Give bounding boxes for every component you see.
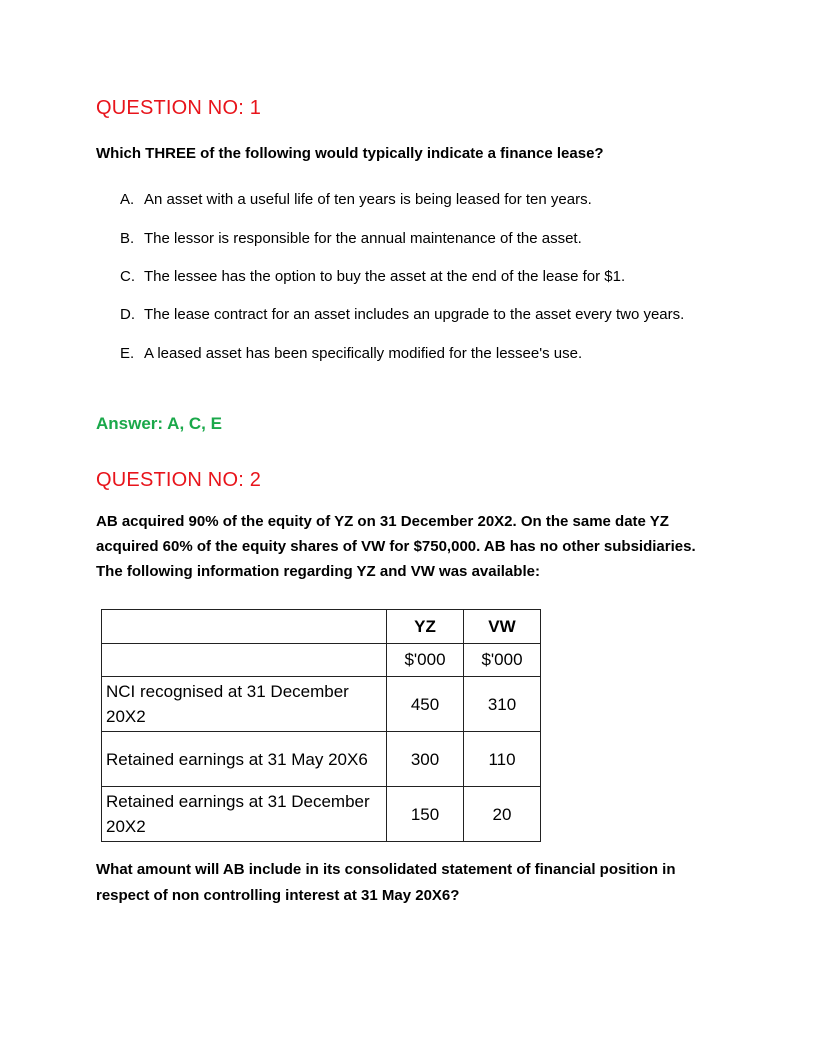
option-c xyxy=(96,265,716,288)
option-d-letter: D. xyxy=(120,306,135,323)
table-cell-vw: 110 xyxy=(464,732,541,787)
table-cell-yz: 150 xyxy=(387,787,464,842)
table-row xyxy=(102,732,541,787)
table-header-yz: YZ xyxy=(387,610,464,644)
table-row xyxy=(102,677,541,732)
table-cell-vw: 310 xyxy=(464,677,541,732)
option-b xyxy=(96,227,716,250)
question-2-prompt: What amount will AB include in its consolidated statement of financial position in respect of non controlling interest at 31 May 20X6? xyxy=(96,861,676,904)
option-d xyxy=(96,303,716,326)
table-cell xyxy=(102,644,387,677)
question-1-heading: QUESTION NO: 1 xyxy=(96,97,262,119)
option-c-letter: C. xyxy=(120,268,135,285)
option-e-letter: E. xyxy=(120,345,135,362)
question-2-text: AB acquired 90% of the equity of YZ on 31 December 20X2. On the same date YZ acquired 60% of the equity shares of VW for $750,000. AB has no other subsidiaries. The following information regarding YZ and VW was available: xyxy=(96,513,696,580)
table-row-label: NCI recognised at 31 December 20X2 xyxy=(102,677,387,732)
table-cell xyxy=(102,610,387,644)
table-unit-yz: $'000 xyxy=(387,644,464,677)
option-e-text: A leased asset has been specifically modified for the lessee's use. xyxy=(144,345,583,362)
option-a-text: An asset with a useful life of ten years is being leased for ten years. xyxy=(144,191,592,208)
table-header-vw: VW xyxy=(464,610,541,644)
question-1-answer: Answer: A, C, E xyxy=(96,414,222,433)
question-2-heading: QUESTION NO: 2 xyxy=(96,469,262,491)
table-cell-vw: 20 xyxy=(464,787,541,842)
question-1-text: Which THREE of the following would typically indicate a finance lease? xyxy=(96,145,604,162)
table-unit-vw: $'000 xyxy=(464,644,541,677)
table-units-row xyxy=(102,644,541,677)
question-2-table xyxy=(101,609,541,842)
option-c-text: The lessee has the option to buy the asset at the end of the lease for $1. xyxy=(144,268,626,285)
table-row-label: Retained earnings at 31 December 20X2 xyxy=(102,787,387,842)
option-a xyxy=(96,188,716,211)
table-row-label: Retained earnings at 31 May 20X6 xyxy=(102,732,387,787)
option-d-text: The lease contract for an asset includes an upgrade to the asset every two years. xyxy=(144,306,685,323)
table-header-row xyxy=(102,610,541,644)
option-b-letter: B. xyxy=(120,230,135,247)
table-row xyxy=(102,787,541,842)
option-a-letter: A. xyxy=(120,191,135,208)
option-e xyxy=(96,342,716,365)
table-cell-yz: 450 xyxy=(387,677,464,732)
option-b-text: The lessor is responsible for the annual maintenance of the asset. xyxy=(144,230,582,247)
table-cell-yz: 300 xyxy=(387,732,464,787)
question-1-options xyxy=(96,188,716,365)
